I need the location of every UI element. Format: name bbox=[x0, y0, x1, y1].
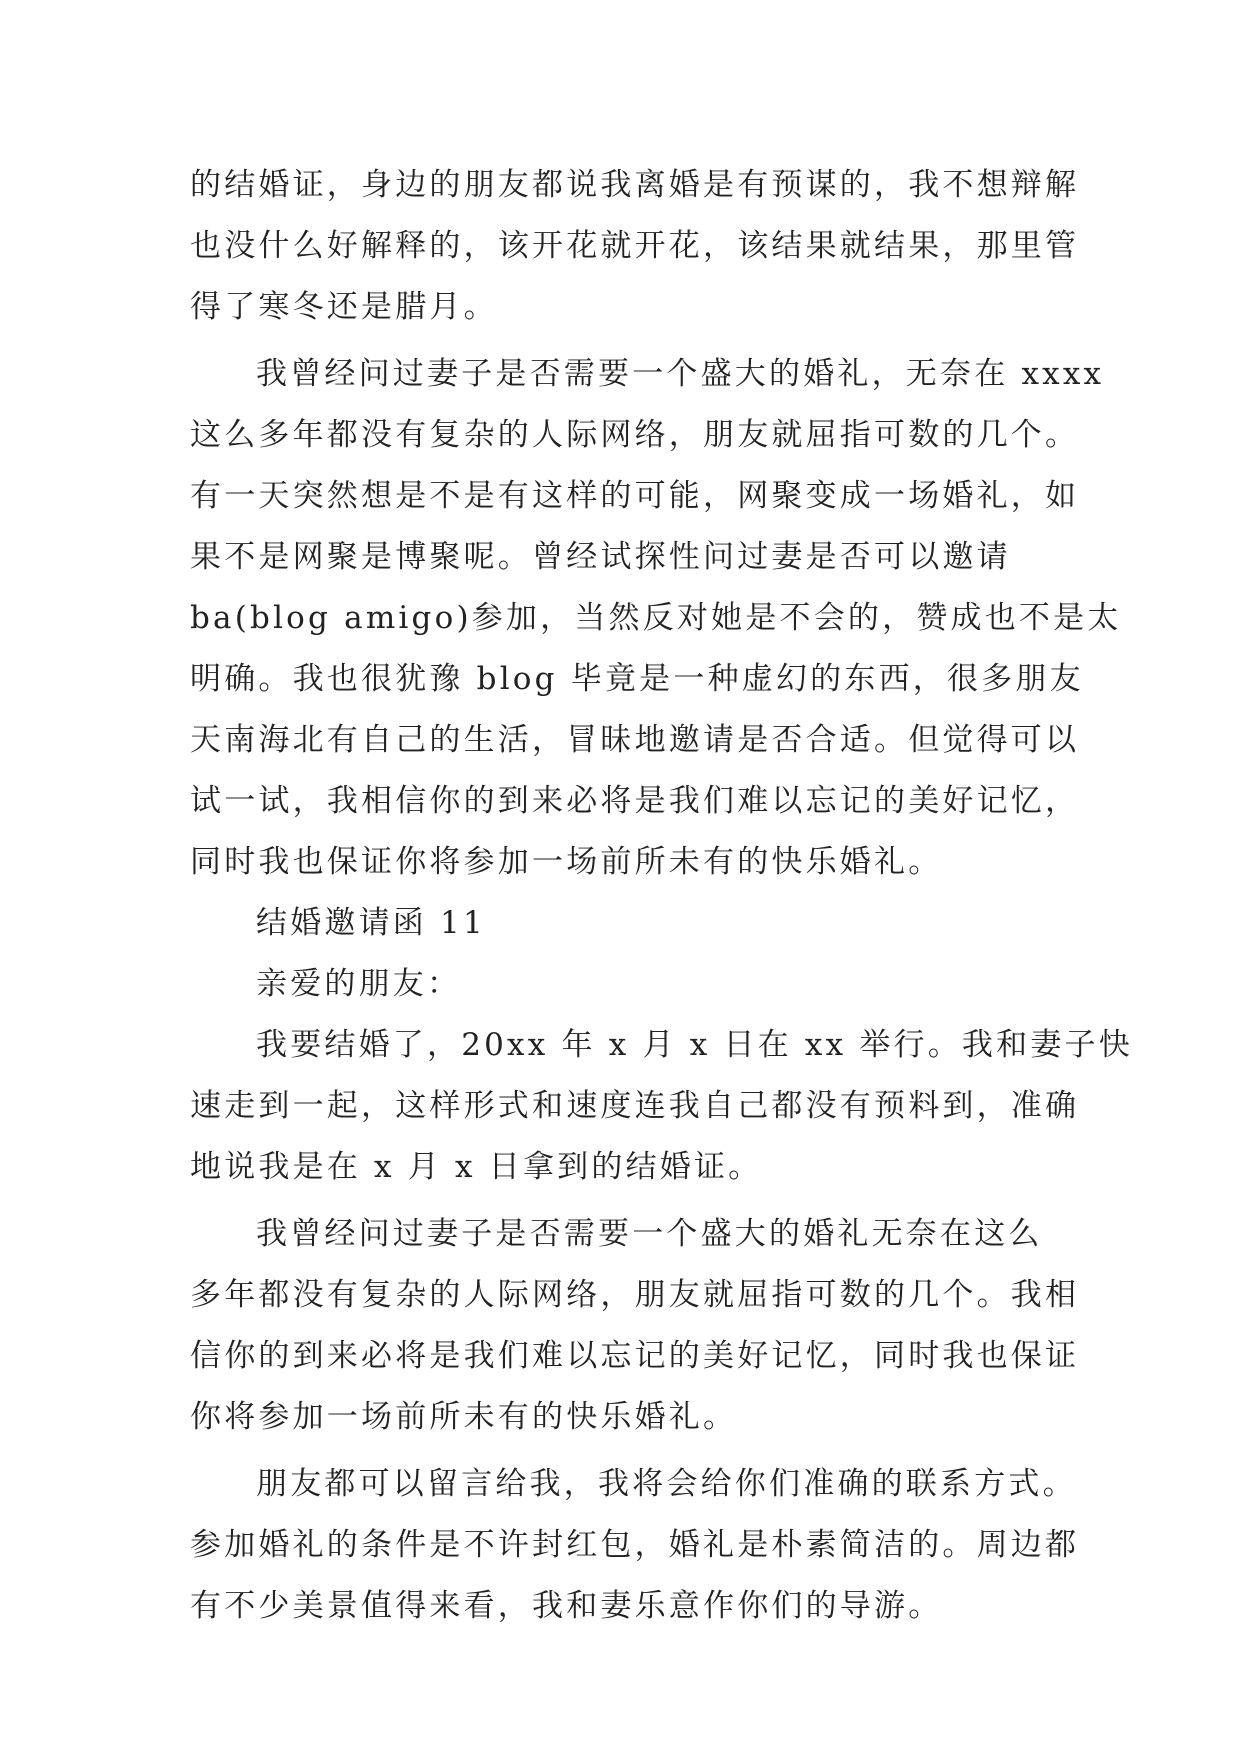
paragraph-line: 多年都没有复杂的人际网络，朋友就屈指可数的几个。我相 bbox=[190, 1277, 1080, 1313]
paragraph-line: 我曾经问过妻子是否需要一个盛大的婚礼无奈在这么 bbox=[256, 1216, 1043, 1252]
document-body bbox=[190, 155, 1133, 1637]
paragraph-line: 有不少美景值得来看，我和妻乐意作你们的导游。 bbox=[190, 1588, 943, 1624]
paragraph-line: 信你的到来必将是我们难以忘记的美好记忆，同时我也保证 bbox=[190, 1338, 1080, 1374]
paragraph-line: 果不是网聚是博聚呢。曾经试探性问过妻是否可以邀请 bbox=[190, 539, 1011, 575]
paragraph-line: 天南海北有自己的生活，冒昧地邀请是否合适。但觉得可以 bbox=[190, 722, 1080, 758]
paragraph-line: 也没什么好解释的，该开花就开花，该结果就结果，那里管 bbox=[190, 228, 1080, 264]
paragraph-line: 同时我也保证你将参加一场前所未有的快乐婚礼。 bbox=[190, 844, 943, 880]
paragraph-line: 我曾经问过妻子是否需要一个盛大的婚礼，无奈在 xxxx bbox=[256, 356, 1105, 392]
section-title: 结婚邀请函 11 bbox=[256, 905, 486, 941]
paragraph-line: 明确。我也很犹豫 blog 毕竟是一种虚幻的东西，很多朋友 bbox=[190, 661, 1084, 697]
paragraph-line: 地说我是在 x 月 x 日拿到的结婚证。 bbox=[190, 1149, 763, 1185]
paragraph-line: 试一试，我相信你的到来必将是我们难以忘记的美好记忆， bbox=[190, 783, 1080, 819]
paragraph-line: ba(blog amigo)参加，当然反对她是不会的，赞成也不是太 bbox=[190, 600, 1122, 636]
salutation: 亲爱的朋友： bbox=[256, 966, 462, 1002]
paragraph-line: 的结婚证，身边的朋友都说我离婚是有预谋的，我不想辩解 bbox=[190, 167, 1080, 203]
paragraph-line: 速走到一起，这样形式和速度连我自己都没有预料到，准确 bbox=[190, 1088, 1080, 1124]
paragraph-line: 朋友都可以留言给我，我将会给你们准确的联系方式。 bbox=[256, 1466, 1077, 1502]
paragraph-line: 这么多年都没有复杂的人际网络，朋友就屈指可数的几个。 bbox=[190, 417, 1080, 453]
paragraph-line: 我要结婚了，20xx 年 x 月 x 日在 xx 举行。我和妻子快 bbox=[256, 1027, 1133, 1063]
paragraph-line: 参加婚礼的条件是不许封红包，婚礼是朴素简洁的。周边都 bbox=[190, 1527, 1080, 1563]
paragraph-line: 得了寒冬还是腊月。 bbox=[190, 289, 498, 325]
paragraph-line: 你将参加一场前所未有的快乐婚礼。 bbox=[190, 1399, 738, 1435]
paragraph-line: 有一天突然想是不是有这样的可能，网聚变成一场婚礼，如 bbox=[190, 478, 1080, 514]
